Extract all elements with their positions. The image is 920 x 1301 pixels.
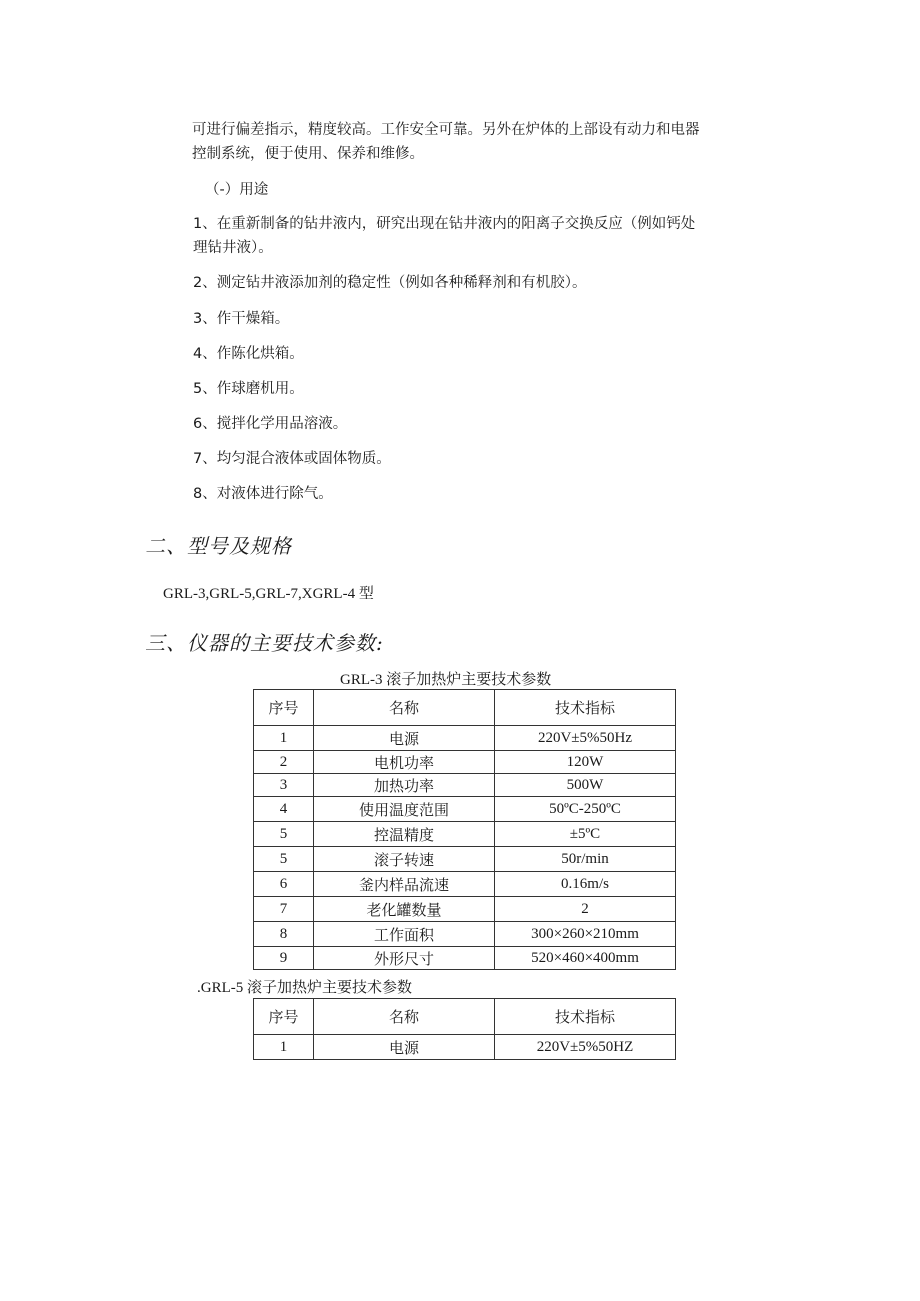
table-cell: 7 [254,897,314,922]
table-cell: 1 [254,726,314,751]
table-row [254,774,676,797]
table-cell: 1 [254,1035,314,1060]
table-cell: 50r/min [495,847,676,872]
table-cell: 电源 [314,1035,495,1060]
table2-header-cell: 序号 [254,999,314,1035]
table1 [253,689,676,970]
table-cell: 釜内样品流速 [314,872,495,897]
table1-caption: GRL-3 滚子加热炉主要技术参数 [340,672,552,688]
intro-line-2: 控制系统，便于使用、保养和维修。 [192,146,424,162]
table-cell: 3 [254,774,314,797]
table-cell: 50ºC-250ºC [495,797,676,822]
section-3-heading: 三、仪器的主要技术参数: [145,631,384,655]
table-cell: 2 [495,897,676,922]
table-row [254,751,676,774]
table-row [254,1035,676,1060]
use-item-2: 2、测定钻井液添加剂的稳定性（例如各种稀释剂和有机胶）。 [193,275,587,291]
table-cell: 120W [495,751,676,774]
table-cell: 电源 [314,726,495,751]
table-cell: 5 [254,822,314,847]
use-item-3: 3、作干燥箱。 [193,311,290,327]
table-row [254,872,676,897]
table2-header-cell: 技术指标 [495,999,676,1035]
use-item-6: 6、搅拌化学用品溶液。 [193,416,348,432]
use-item-8: 8、对液体进行除气。 [193,486,333,502]
intro-paragraph [192,118,792,166]
table-cell: 老化罐数量 [314,897,495,922]
table-cell: 外形尺寸 [314,947,495,970]
table-cell: 工作面积 [314,922,495,947]
intro-line-1: 可进行偏差指示，精度较高。工作安全可靠。另外在炉体的上部设有动力和电器 [192,122,700,138]
table-cell: 4 [254,797,314,822]
table-cell: ±5ºC [495,822,676,847]
table-row [254,726,676,751]
table2-header-row [254,999,676,1035]
table1-header-cell: 序号 [254,690,314,726]
table-cell: 加热功率 [314,774,495,797]
table-cell: 使用温度范围 [314,797,495,822]
table-cell: 500W [495,774,676,797]
use-item-7: 7、均匀混合液体或固体物质。 [193,451,391,467]
table-cell: 6 [254,872,314,897]
table-cell: 220V±5%50HZ [495,1035,676,1060]
uses-heading: （-）用途 [205,182,269,198]
table-cell: 300×260×210mm [495,922,676,947]
use-item-1a: 1、在重新制备的钻井液内，研究出现在钻井液内的阳离子交换反应（例如钙处 [193,216,696,232]
table1-header-cell: 技术指标 [495,690,676,726]
table-cell: 220V±5%50Hz [495,726,676,751]
table2-header-cell: 名称 [314,999,495,1035]
table-cell: 9 [254,947,314,970]
table-row [254,897,676,922]
table-row [254,947,676,970]
section-2-heading: 二、型号及规格 [145,534,292,558]
table-cell: 0.16m/s [495,872,676,897]
table-cell: 5 [254,847,314,872]
table-cell: 520×460×400mm [495,947,676,970]
table-row [254,847,676,872]
table2 [253,998,676,1060]
table1-header-cell: 名称 [314,690,495,726]
use-item-1b: 理钻井液）。 [193,240,273,256]
model-list: GRL-3,GRL-5,GRL-7,XGRL-4 型 [163,586,374,602]
table-cell: 电机功率 [314,751,495,774]
table-row [254,797,676,822]
table-row [254,822,676,847]
table2-caption: .GRL-5 滚子加热炉主要技术参数 [197,980,412,996]
table-row [254,922,676,947]
table-cell: 控温精度 [314,822,495,847]
use-item-5: 5、作球磨机用。 [193,381,304,397]
table-cell: 2 [254,751,314,774]
table-cell: 8 [254,922,314,947]
use-item-4: 4、作陈化烘箱。 [193,346,304,362]
table-cell: 滚子转速 [314,847,495,872]
table1-header-row [254,690,676,726]
